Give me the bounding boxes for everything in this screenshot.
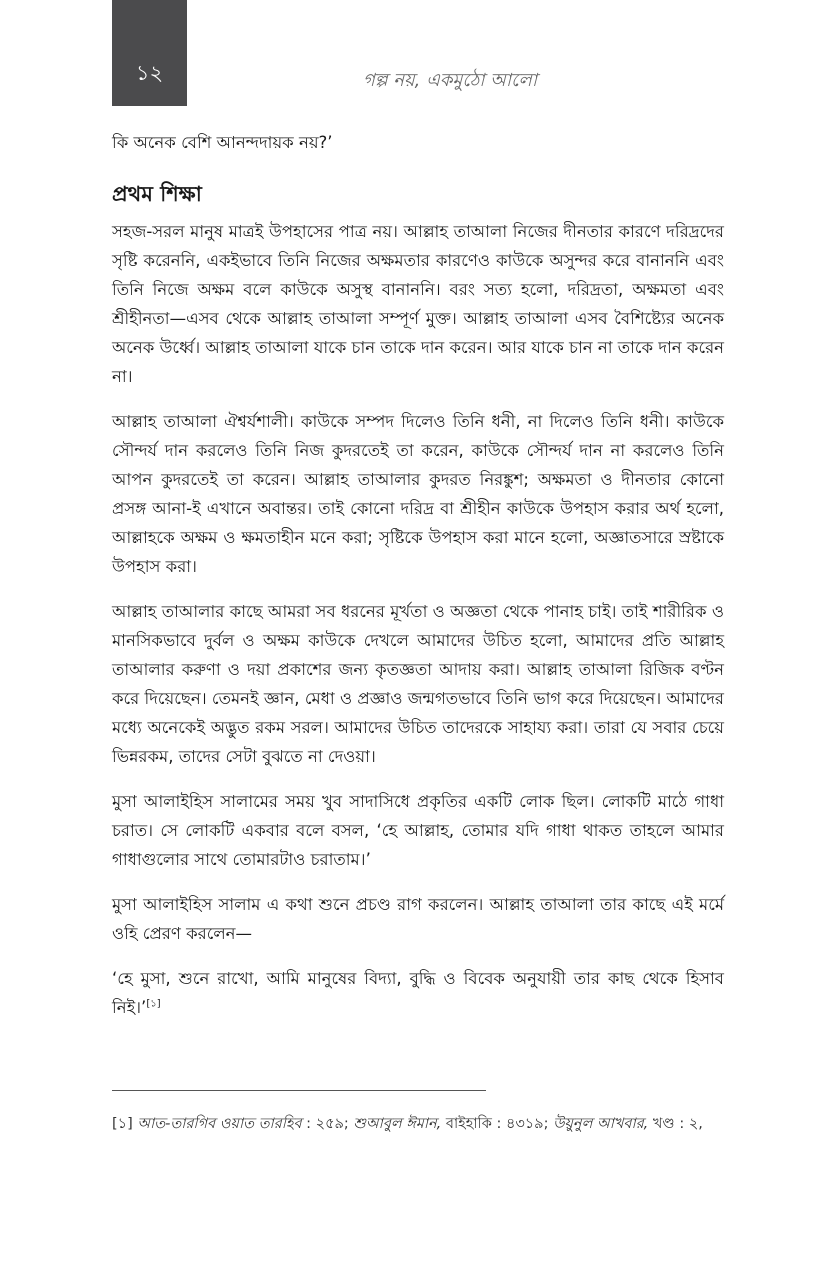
footnote (112, 1112, 724, 1136)
footnote-work-3: উয়ুনুল আখবার, (553, 1116, 649, 1132)
footnote-divider (112, 1090, 486, 1091)
page-body (112, 128, 724, 1038)
quote-text: ‘হে মুসা, শুনে রাখো, আমি মানুষের বিদ্যা, বুদ্ধি ও বিবেক অনুযায়ী তার কাছ থেকে হিসাব নিই।’ (112, 969, 724, 1017)
footnote-ref-2: বাইহাকি : ৪৩১৯; (441, 1116, 554, 1132)
page-number-tab (112, 0, 187, 106)
paragraph-1: সহজ-সরল মানুষ মাত্রই উপহাসের পাত্র নয়। আল্লাহ তাআলা নিজের দীনতার কারণে দরিদ্রদের সৃষ্টি করেননি, একইভাবে তিনি নিজের অক্ষমতার কারণেও কাউকে অসুন্দর করে বানাননি এবং তিনি নিজে অক্ষম বলে কাউকে অসুস্থ বানাননি। বরং সত্য হলো, দরিদ্রতা, অক্ষমতা এবং শ্রীহীনতা—এসব থেকে আল্লাহ তাআলা সম্পূর্ণ মুক্ত। আল্লাহ তাআলা এসব বৈশিষ্ট্যের অনেক অনেক উর্ধ্বে। আল্লাহ তাআলা যাকে চান তাকে দান করেন। আর যাকে চান না তাকে দান করেন না। (112, 222, 724, 386)
footnote-ref-1: : ২৫৯; (301, 1116, 354, 1132)
footnote-work-1: আত-তারগিব ওয়াত তারহিব (137, 1116, 302, 1132)
footnote-work-2: শুআবুল ঈমান, (353, 1116, 442, 1132)
page-number: ১২ (135, 61, 164, 85)
intro-line: কি অনেক বেশি আনন্দদায়ক নয়?’ (112, 133, 333, 152)
section-heading: প্রথম শিক্ষা (112, 182, 202, 206)
footnote-reference[interactable]: [১] (146, 998, 161, 1010)
running-title: গল্প নয়, একমুঠো আলো (362, 70, 538, 91)
paragraph-2: আল্লাহ তাআলা ঐশ্বর্যশালী। কাউকে সম্পদ দিলেও তিনি ধনী, না দিলেও তিনি ধনী। কাউকে সৌন্দর্য দান করলেও তিনি নিজ কুদরতেই তা করেন, কাউকে সৌন্দর্য দান না করলেও তিনি আপন কুদরতেই তা করেন। আল্লাহ তাআলার কুদরত নিরঙ্কুশ; অক্ষমতা ও দীনতার কোনো প্রসঙ্গ আনা-ই এখানে অবান্তর। তাই কোনো দরিদ্র বা শ্রীহীন কাউকে উপহাস করার অর্থ হলো, আল্লাহকে অক্ষম ও ক্ষমতাহীন মনে করা; সৃষ্টিকে উপহাস করা মানে হলো, অজ্ঞাতসারে স্রষ্টাকে উপহাস করা। (112, 412, 724, 576)
paragraph-3: আল্লাহ তাআলার কাছে আমরা সব ধরনের মূর্খতা ও অজ্ঞতা থেকে পানাহ চাই। তাই শারীরিক ও মানসিকভাবে দুর্বল ও অক্ষম কাউকে দেখলে আমাদের উচিত হলো, আমাদের প্রতি আল্লাহ তাআলার করুণা ও দয়া প্রকাশের জন্য কৃতজ্ঞতা আদায় করা। আল্লাহ তাআলা রিজিক বণ্টন করে দিয়েছেন। তেমনই জ্ঞান, মেধা ও প্রজ্ঞাও জন্মগতভাবে তিনি ভাগ করে দিয়েছেন। আমাদের মধ্যে অনেকেই অদ্ভুত রকম সরল। আমাদের উচিত তাদেরকে সাহায্য করা। তারা যে সবার চেয়ে ভিন্নরকম, তাদের সেটা বুঝতে না দেওয়া। (112, 602, 724, 766)
footnote-ref-3: খণ্ড : ২, (648, 1116, 703, 1132)
paragraph-5: মুসা আলাইহিস সালাম এ কথা শুনে প্রচণ্ড রাগ করলেন। আল্লাহ তাআলা তার কাছে এই মর্মে ওহি প্রেরণ করলেন— (112, 895, 724, 943)
paragraph-4: মুসা আলাইহিস সালামের সময় খুব সাদাসিধে প্রকৃতির একটি লোক ছিল। লোকটি মাঠে গাধা চরাত। সে লোকটি একবার বলে বসল, ‘হে আল্লাহ, তোমার যদি গাধা থাকত তাহলে আমার গাধাগুলোর সাথে তোমারটাও চরাতাম।’ (112, 792, 724, 869)
footnote-marker: [১] (112, 1116, 133, 1132)
quote-paragraph (112, 964, 724, 1022)
